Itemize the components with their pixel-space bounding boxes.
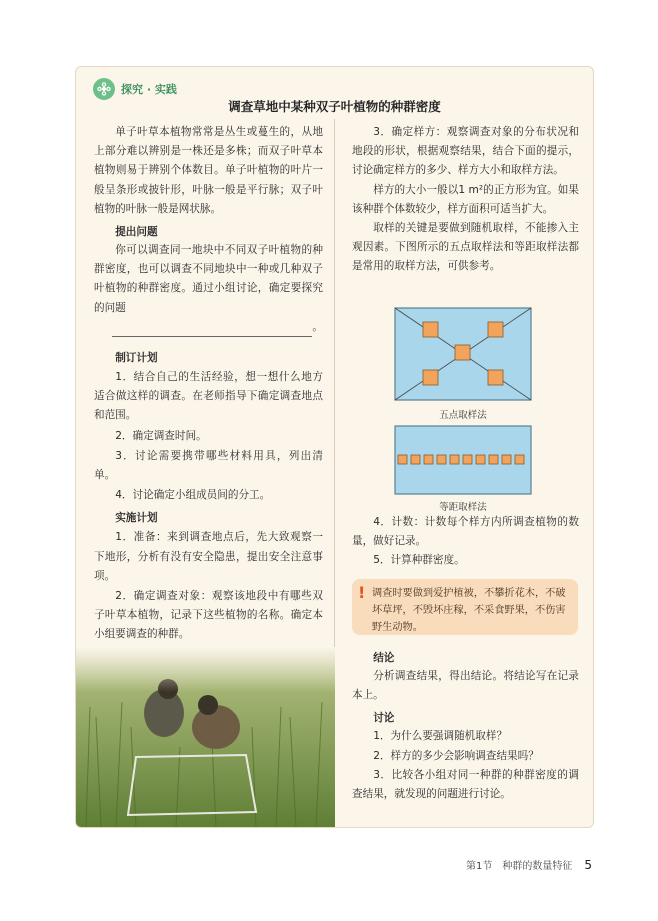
heading-implement: 实施计划 [115, 512, 158, 525]
heading-discuss: 讨论 [373, 712, 395, 725]
list-item: 1．结合自己的生活经验，想一想什么地方适合做这样的调查。在老师指导下确定调查地点和范围。 [94, 371, 323, 422]
sample-square [488, 322, 503, 337]
right-column-bottom [352, 645, 579, 804]
inquiry-card [75, 66, 594, 828]
list-item: 4．讨论确定小组成员间的分工。 [115, 489, 271, 502]
five-point-diagram [394, 307, 532, 405]
safety-note-text: 调查时要做到爱护植被，不攀折花木，不破坏草坪，不毁坏庄稼，不采食野果，不伤害野生动物。 [372, 588, 566, 633]
step5-paragraph: 5．计算种群密度。 [373, 554, 465, 567]
sample-square [423, 370, 438, 385]
sample-square [455, 345, 470, 360]
list-item: 3．比较各小组对同一种群的种群密度的调查结果，就发现的问题进行讨论。 [352, 768, 579, 801]
right-column [352, 123, 579, 277]
conclusion-paragraph: 分析调查结果，得出结论。将结论写在记录本上。 [352, 670, 579, 702]
equidistant-caption: 等距取样法 [439, 502, 487, 513]
random-sampling-paragraph: 取样的关键是要做到随机取样，不能掺入主观因素。下图所示的五点取样法和等距取样法都是常用的取样方法，可供参考。 [352, 222, 579, 273]
five-point-caption: 五点取样法 [439, 410, 487, 421]
heading-question: 提出问题 [115, 226, 158, 239]
answer-blank-line[interactable] [112, 320, 312, 337]
intro-paragraph: 单子叶草本植物常常是丛生或蔓生的，从地上部分难以辨别是一株还是多株；而双子叶草本植物则易于辨别个体数目。单子叶植物的叶片一般呈条形或披针形，叶脉一般是平行脉；双子叶植物的叶脉一般是网状脉。 [94, 126, 323, 215]
badge-label: 探究 · 实践 [121, 83, 177, 96]
page-footer [466, 857, 592, 872]
sample-square [423, 322, 438, 337]
list-item: 2．确定调查时间。 [115, 429, 207, 442]
page-number: 5 [584, 858, 592, 872]
list-item: 1．为什么要强调随机取样？ [373, 730, 508, 743]
equidistant-diagram [394, 425, 532, 499]
list-item: 3．讨论需要携带哪些材料用具，列出清单。 [94, 449, 323, 482]
right-column-lower [352, 513, 579, 571]
heading-plan: 制订计划 [115, 352, 158, 365]
step3-paragraph: 3．确定样方：观察调查对象的分布状况和地段的形状，根据观察结果，结合下面的提示，讨论确定样方的多少、样方大小和取样方法。 [352, 126, 579, 177]
list-item: 2．确定调查对象：观察该地段中有哪些双子叶草本植物，记录下这些植物的名称。确定本小组要调查的种群。 [94, 590, 323, 641]
safety-note [352, 579, 578, 635]
sample-square [488, 370, 503, 385]
implement-list [94, 528, 323, 644]
heading-conclusion: 结论 [373, 652, 395, 664]
exclamation-icon: ! [358, 583, 366, 602]
page-title: 调查草地中某种双子叶植物的种群密度 [228, 99, 441, 114]
left-column [94, 123, 323, 646]
field-survey-photo [76, 647, 335, 827]
list-item: 1．准备：来到调查地点后，先大致观察一下地形，分析有没有安全隐患，提出安全注意事项。 [94, 531, 323, 582]
step4-paragraph: 4．计数：计数每个样方内所调查植物的数量，做好记录。 [352, 516, 579, 548]
blank-end-mark: 。 [312, 320, 323, 333]
plan-list [94, 368, 323, 505]
list-item: 2．样方的多少会影响调查结果吗？ [373, 749, 539, 762]
sample-size-paragraph: 样方的大小一般以1 m²的正方形为宜。如果该种群个体数较少，样方面积可适当扩大。 [352, 183, 579, 215]
question-paragraph: 你可以调查同一地块中不同双子叶植物的种群密度，也可以调查不同地块中一种或几种双子叶植物的种群密度。通过小组讨论，确定要探究的问题 [94, 244, 323, 314]
section-title: 第1节 种群的数量特征 [465, 861, 573, 872]
